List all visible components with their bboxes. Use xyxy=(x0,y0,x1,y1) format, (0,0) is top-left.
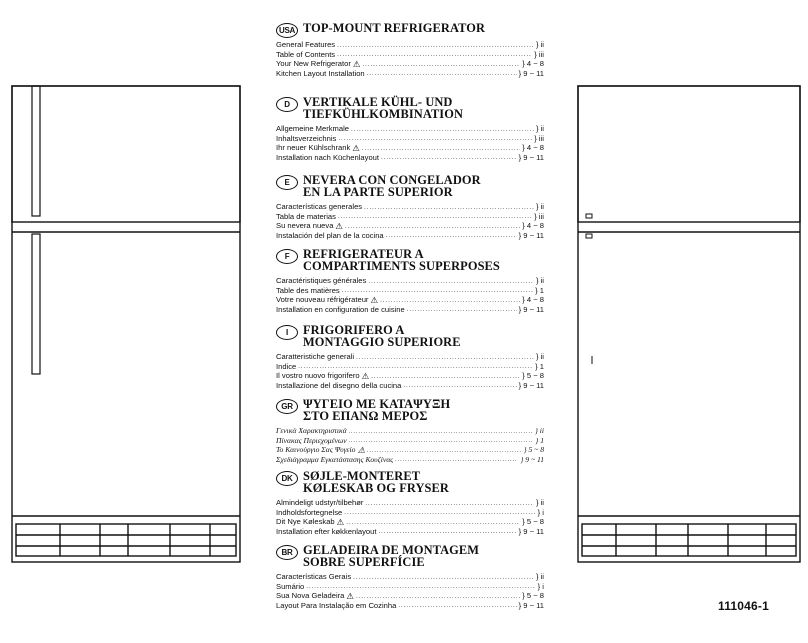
section-title-line: GELADEIRA DE MONTAGEM xyxy=(303,543,480,557)
toc-entry-label: Su nevera nueva xyxy=(276,221,334,231)
language-section-gr xyxy=(276,398,544,470)
toc-entry-label: Γενικά Χαρακτηριστικά xyxy=(276,426,347,435)
language-code-badge: F xyxy=(276,249,298,264)
toc-entry-label: Installazione del disegno della cucina xyxy=(276,380,402,390)
dot-leader xyxy=(338,135,532,143)
section-title-line: SOBRE SUPERFÍCIE xyxy=(303,555,425,569)
toc-entry-page: } 9 ~ 11 xyxy=(518,152,544,162)
dot-leader xyxy=(344,509,535,517)
toc-rows xyxy=(276,40,544,78)
warning-triangle-icon: ⚠ xyxy=(352,142,360,153)
section-title xyxy=(303,470,449,494)
dot-leader xyxy=(338,213,532,221)
toc-entry-page: } 5 ~ 8 xyxy=(522,591,544,601)
section-title xyxy=(303,398,450,422)
toc-entry-label: Indholdsfortegnelse xyxy=(276,507,343,517)
toc-rows xyxy=(276,572,544,610)
toc-entry-page: } 9 ~ 11 xyxy=(518,230,544,240)
dot-leader xyxy=(346,519,520,527)
toc-entry-label: Caractéristiques générales xyxy=(276,276,367,285)
section-title xyxy=(303,544,479,568)
dot-leader xyxy=(368,278,534,286)
toc-entry xyxy=(276,362,544,372)
section-title-line: EN LA PARTE SUPERIOR xyxy=(303,185,453,199)
toc-entry-label: Indice xyxy=(276,361,297,371)
dot-leader xyxy=(367,447,521,455)
toc-entry xyxy=(276,455,544,465)
dot-leader xyxy=(398,602,516,610)
dot-leader xyxy=(378,528,516,536)
dot-leader xyxy=(362,145,520,153)
toc-rows xyxy=(276,276,544,314)
toc-rows xyxy=(276,426,544,464)
dot-leader xyxy=(407,306,517,314)
toc-entry xyxy=(276,212,544,222)
dot-leader xyxy=(351,126,534,134)
language-code-badge: E xyxy=(276,175,298,190)
dot-leader xyxy=(367,70,517,78)
dot-leader xyxy=(298,363,533,371)
toc-entry-label: Votre nouveau réfrigérateur xyxy=(276,295,369,305)
warning-triangle-icon: ⚠ xyxy=(357,444,366,455)
toc-entry-label: Dit Nye Køleskab xyxy=(276,517,335,527)
toc-entry xyxy=(276,381,544,391)
dot-leader xyxy=(364,204,534,212)
dot-leader xyxy=(380,297,520,305)
toc-entry xyxy=(276,221,544,231)
section-title-line: MONTAGGIO SUPERIORE xyxy=(303,335,461,349)
toc-entry-label: Σχεδιάγραμμα Εγκατάστασης Κουζίνας xyxy=(276,454,394,464)
section-title-line: KØLESKAB OG FRYSER xyxy=(303,481,449,495)
language-section-br xyxy=(276,544,544,614)
language-code-badge: USA xyxy=(276,23,298,38)
toc-entry-label: Πίνακας Περιεχομένων xyxy=(276,435,347,445)
toc-entry-label: Installation efter køkkenlayout xyxy=(276,526,377,536)
toc-entry xyxy=(276,591,544,601)
toc-entry-page: } 4 ~ 8 xyxy=(522,143,544,153)
toc-entry-page: } 1 xyxy=(535,435,544,445)
dot-leader xyxy=(353,574,534,582)
toc-entry xyxy=(276,445,544,455)
toc-entry-page: } 9 ~ 11 xyxy=(518,68,544,78)
dot-leader xyxy=(345,223,520,231)
toc-rows xyxy=(276,202,544,240)
toc-entry xyxy=(276,582,544,592)
language-section-d xyxy=(276,96,544,174)
toc-entry-label: Kitchen Layout Installation xyxy=(276,68,365,78)
language-section-dk xyxy=(276,470,544,544)
language-code-badge: D xyxy=(276,97,298,112)
toc-entry-page: } 4 ~ 8 xyxy=(522,221,544,231)
section-heading xyxy=(276,174,544,200)
warning-triangle-icon: ⚠ xyxy=(346,590,355,601)
toc-entry xyxy=(276,517,544,527)
dot-leader xyxy=(356,354,534,362)
toc-entry-page: } 1 xyxy=(535,285,544,295)
toc-entry xyxy=(276,69,544,79)
section-title-line: ΣΤΟ ΕΠΑΝΩ ΜΕΡΟΣ xyxy=(303,409,428,423)
section-heading xyxy=(276,96,544,122)
language-section-usa xyxy=(276,22,544,96)
toc-entry-label: Your New Refrigerator xyxy=(276,59,351,69)
section-heading xyxy=(276,324,544,350)
toc-entry-label: Installation nach Küchenlayout xyxy=(276,152,380,162)
toc-entry-page: } ii xyxy=(534,426,544,435)
toc-entry-label: Características generales xyxy=(276,202,363,211)
toc-entry xyxy=(276,508,544,518)
warning-triangle-icon: ⚠ xyxy=(336,516,345,527)
section-title xyxy=(303,22,485,34)
toc-entry-page: } ii xyxy=(535,498,544,507)
toc-entry-page: } i xyxy=(537,507,544,517)
dot-leader xyxy=(371,373,520,381)
section-heading xyxy=(276,544,544,570)
language-index xyxy=(276,22,544,614)
toc-entry xyxy=(276,572,544,582)
toc-entry-page: } 9 ~ 11 xyxy=(520,454,544,464)
warning-triangle-icon: ⚠ xyxy=(370,294,379,305)
toc-entry-page: } 9 ~ 11 xyxy=(518,600,544,610)
dot-leader xyxy=(403,382,516,390)
toc-entry-label: Sua Nova Geladeira xyxy=(276,591,345,601)
dot-leader xyxy=(356,593,520,601)
warning-triangle-icon: ⚠ xyxy=(361,370,370,381)
section-title xyxy=(303,96,463,120)
toc-entry xyxy=(276,59,544,69)
toc-entry-page: } ii xyxy=(535,572,544,581)
right-refrigerator-illustration xyxy=(576,84,802,566)
toc-entry xyxy=(276,124,544,134)
section-title-line: COMPARTIMENTS SUPERPOSES xyxy=(303,259,500,273)
dot-leader xyxy=(381,154,517,162)
toc-rows xyxy=(276,352,544,390)
toc-entry xyxy=(276,276,544,286)
toc-entry-page: } 4 ~ 8 xyxy=(522,59,544,69)
toc-entry xyxy=(276,231,544,241)
section-title-line: ΨΥΓΕΙΟ ΜΕ ΚΑΤΑΨΥΞΗ xyxy=(303,397,451,411)
toc-entry-page: } 5 ~ 8 xyxy=(522,517,544,527)
toc-entry-page: } 5 ~ 8 xyxy=(522,371,544,381)
toc-entry xyxy=(276,352,544,362)
toc-entry-page: } ii xyxy=(535,202,544,211)
toc-rows xyxy=(276,498,544,536)
document-code: 111046-1 xyxy=(718,599,769,613)
toc-entry-label: Το Καινούργιο Σας Ψυγείο xyxy=(276,445,356,455)
section-heading xyxy=(276,248,544,274)
toc-entry-page: } 5 ~ 8 xyxy=(523,445,544,455)
toc-entry xyxy=(276,50,544,60)
section-title-line: FRIGORIFERO A xyxy=(303,323,405,337)
toc-entry-page: } 9 ~ 11 xyxy=(518,526,544,536)
toc-entry xyxy=(276,371,544,381)
toc-entry xyxy=(276,202,544,212)
warning-triangle-icon: ⚠ xyxy=(335,220,344,231)
section-title xyxy=(303,248,500,272)
language-section-f xyxy=(276,248,544,324)
toc-entry-label: Installation en configuration de cuisine xyxy=(276,304,405,314)
section-title xyxy=(303,174,481,198)
toc-entry-label: Il vostro nuovo frigorifero xyxy=(276,371,360,381)
toc-entry xyxy=(276,286,544,296)
toc-entry xyxy=(276,498,544,508)
toc-entry-label: Instalación del plan de la cocina xyxy=(276,230,384,240)
section-title-line: SØJLE-MONTERET xyxy=(303,469,421,483)
toc-entry-page: } ii xyxy=(535,124,544,133)
language-section-e xyxy=(276,174,544,248)
toc-entry xyxy=(276,143,544,153)
toc-entry-label: Tabla de materias xyxy=(276,211,336,221)
toc-entry xyxy=(276,134,544,144)
dot-leader xyxy=(306,583,535,591)
toc-entry-label: Caratteristiche generali xyxy=(276,352,355,361)
section-title xyxy=(303,324,461,348)
dot-leader xyxy=(337,51,532,59)
toc-entry xyxy=(276,527,544,537)
toc-entry-label: Layout Para Instalação em Cozinha xyxy=(276,600,397,610)
warning-triangle-icon: ⚠ xyxy=(352,58,361,69)
toc-entry-page: } iii xyxy=(534,49,544,59)
section-title-line: TOP-MOUNT REFRIGERATOR xyxy=(303,21,485,35)
toc-entry xyxy=(276,153,544,163)
dot-leader xyxy=(395,456,518,464)
toc-entry xyxy=(276,436,544,446)
toc-entry-page: } 4 ~ 8 xyxy=(522,295,544,305)
toc-entry-page: } ii xyxy=(535,40,544,49)
language-code-badge: DK xyxy=(276,471,298,486)
toc-entry-label: Allgemeine Merkmale xyxy=(276,124,350,133)
dot-leader xyxy=(342,287,533,295)
toc-rows xyxy=(276,124,544,162)
dot-leader xyxy=(365,500,534,508)
dot-leader xyxy=(362,61,520,69)
toc-entry-page: } iii xyxy=(534,211,544,221)
section-title-line: VERTIKALE KÜHL- UND xyxy=(303,95,453,109)
section-heading xyxy=(276,398,544,424)
toc-entry-page: } iii xyxy=(534,133,544,143)
section-title-line: TIEFKÜHLKOMBINATION xyxy=(303,107,464,121)
toc-entry-label: Almindeligt udstyr/tilbehør xyxy=(276,498,364,507)
toc-entry-label: Inhaltsverzeichnis xyxy=(276,133,337,143)
dot-leader xyxy=(386,232,517,240)
toc-entry-page: } i xyxy=(537,581,544,591)
dot-leader xyxy=(349,428,533,436)
toc-entry xyxy=(276,40,544,50)
dot-leader xyxy=(349,437,534,445)
dot-leader xyxy=(337,42,534,50)
toc-entry-label: Características Gerais xyxy=(276,572,352,581)
toc-entry-label: General Features xyxy=(276,40,336,49)
section-heading xyxy=(276,470,544,496)
toc-entry xyxy=(276,601,544,611)
toc-entry-page: } 1 xyxy=(535,361,544,371)
section-title-line: REFRIGERATEUR A xyxy=(303,247,424,261)
toc-entry-page: } 9 ~ 11 xyxy=(518,380,544,390)
language-code-badge: BR xyxy=(276,545,298,560)
toc-entry-page: } ii xyxy=(535,352,544,361)
toc-entry-label: Sumário xyxy=(276,581,305,591)
toc-entry xyxy=(276,295,544,305)
language-code-badge: GR xyxy=(276,399,298,414)
toc-entry-label: Table des matières xyxy=(276,285,340,295)
toc-entry-page: } ii xyxy=(535,276,544,285)
section-title-line: NEVERA CON CONGELADOR xyxy=(303,173,481,187)
toc-entry-page: } 9 ~ 11 xyxy=(518,304,544,314)
toc-entry-label: Ihr neuer Kühlschrank xyxy=(276,143,351,153)
language-section-i xyxy=(276,324,544,398)
left-refrigerator-illustration xyxy=(10,84,242,566)
language-code-badge: I xyxy=(276,325,298,340)
toc-entry-label: Table of Contents xyxy=(276,49,336,59)
toc-entry xyxy=(276,426,544,436)
toc-entry xyxy=(276,305,544,315)
